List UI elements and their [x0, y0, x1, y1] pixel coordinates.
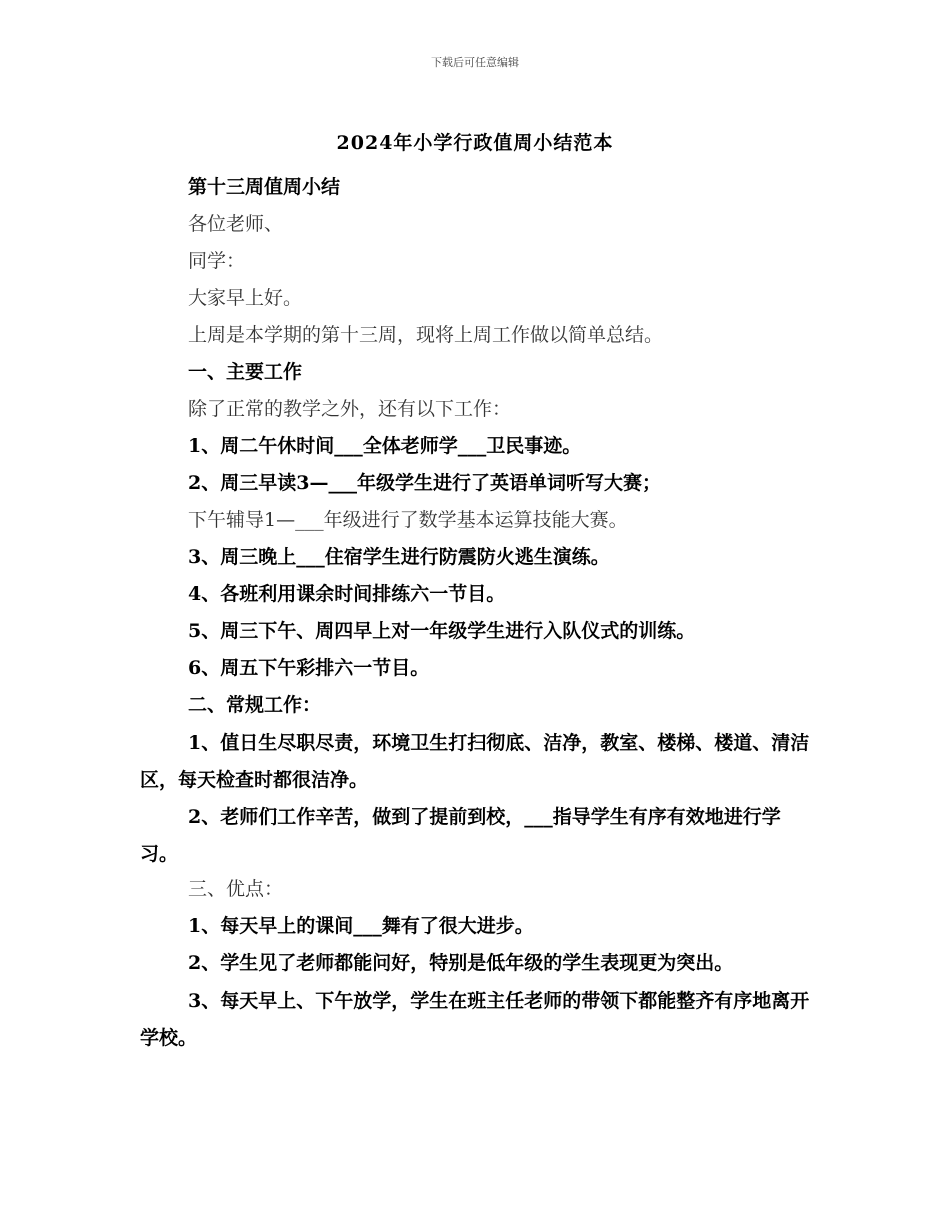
page-title: 2024年小学行政值周小结范本: [336, 132, 614, 154]
routine-item-2: 2、老师们工作辛苦，做到了提前到校，___指导学生有序有效地进行学习。: [140, 806, 781, 865]
greeting-morning: 大家早上好。: [188, 287, 303, 309]
strength-item-3: 3、每天早上、下午放学，学生在班主任老师的带领下都能整齐有序地离开学校。: [140, 990, 810, 1049]
main-work-intro: 除了正常的教学之外，还有以下工作：: [188, 398, 512, 420]
intro-text: 上周是本学期的第十三周，现将上周工作做以简单总结。: [188, 324, 664, 346]
section-strengths: 三、优点：: [188, 878, 284, 900]
section-main-work: 一、主要工作: [188, 361, 303, 383]
strength-item-2: 2、学生见了老师都能问好，特别是低年级的学生表现更为突出。: [188, 952, 734, 974]
main-work-item-2-cont: 下午辅导1—___年级进行了数学基本运算技能大赛。: [188, 509, 628, 531]
section-routine-work: 二、常规工作：: [188, 694, 322, 716]
main-work-item-1: 1、周二午休时间___全体老师学___卫民事迹。: [188, 435, 582, 457]
greeting-teachers: 各位老师、: [188, 213, 284, 235]
main-work-item-5: 5、周三下午、周四早上对一年级学生进行入队仪式的训练。: [188, 620, 696, 642]
main-work-item-3: 3、周三晚上___住宿学生进行防震防火逃生演练。: [188, 546, 610, 568]
main-work-item-2: 2、周三早读3—___年级学生进行了英语单词听写大赛；: [188, 472, 661, 494]
strength-item-1: 1、每天早上的课间___舞有了很大进步。: [188, 915, 534, 937]
greeting-students: 同学：: [188, 250, 246, 272]
main-work-item-4: 4、各班利用课余时间排练六一节目。: [188, 583, 506, 605]
section-heading-week: 第十三周值周小结: [188, 176, 341, 198]
header-note: 下载后可任意编辑: [431, 56, 519, 69]
routine-item-1: 1、值日生尽职尽责，环境卫生打扫彻底、洁净，教室、楼梯、楼道、清洁区，每天检查时都很洁净。: [140, 732, 810, 791]
main-work-item-6: 6、周五下午彩排六一节目。: [188, 657, 430, 679]
